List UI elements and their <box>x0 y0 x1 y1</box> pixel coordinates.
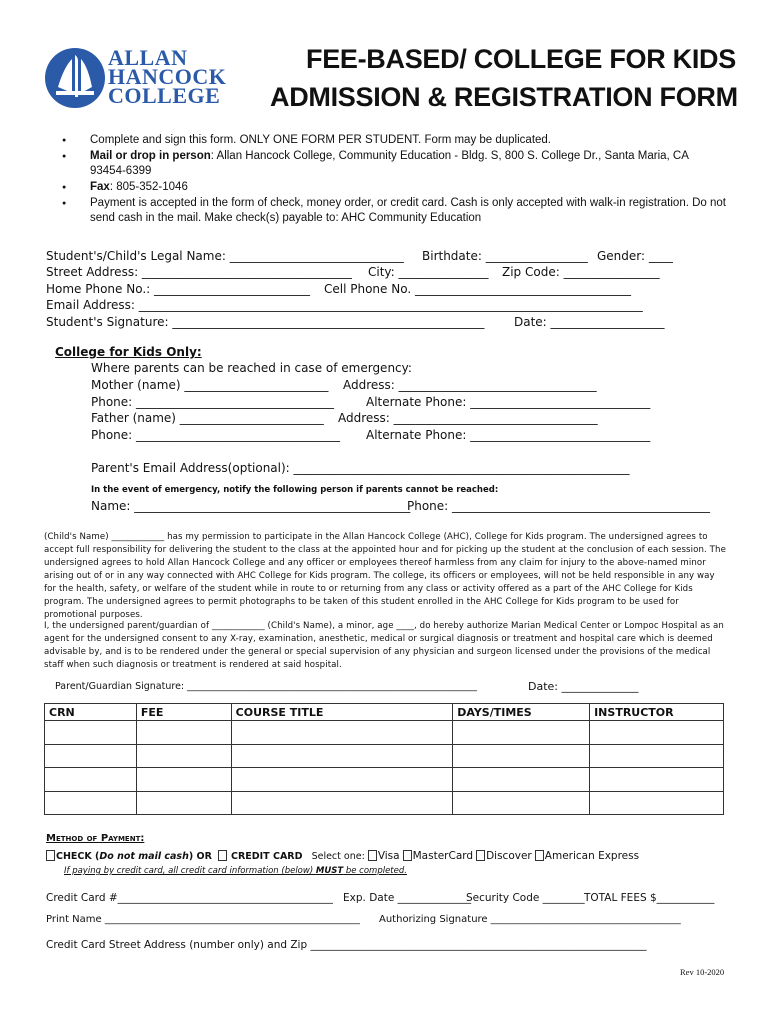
father-name-field[interactable]: Father (name) ________________________ <box>91 411 324 425</box>
instructor-cell[interactable] <box>590 721 724 745</box>
gender-field[interactable]: Gender: ____ <box>597 249 673 263</box>
fee-cell[interactable] <box>136 721 231 745</box>
course-title-cell[interactable] <box>231 721 453 745</box>
medical-consent-text: I, the undersigned parent/guardian of ____________ (Child's Name), a minor, age ____, do hereby authorize Marian Medical Center or Lompoc Hospital as an agent for the undersigned consent to any X-ray, examination, anesthetic, medical or surgical diagnosis or treatment and hospital care which is deemed advisable by, and is to be rendered under the general or special supervision of any physician and surgeon licensed under the provisions of the medical staff when such diagnosis or treatment is rendered at said hospital. <box>44 621 724 670</box>
days-times-cell[interactable] <box>453 744 590 768</box>
amex-checkbox[interactable] <box>535 850 544 861</box>
father-alt-phone-field[interactable]: Alternate Phone: ______________________________ <box>366 428 651 442</box>
email-address-field[interactable]: Email Address: ____________________________________________________________________________________ <box>46 298 643 312</box>
days-times-cell[interactable] <box>453 721 590 745</box>
cell-phone-field[interactable]: Cell Phone No. ____________________________________ <box>324 282 631 296</box>
birthdate-field[interactable]: Birthdate: _________________ <box>422 249 588 263</box>
crn-cell[interactable] <box>45 791 137 815</box>
total-fees-field[interactable]: TOTAL FEES $___________ <box>584 892 715 904</box>
print-name-field[interactable]: Print Name ___________________________________________________ <box>46 914 360 925</box>
college-logo <box>44 47 106 109</box>
parent-email-field[interactable]: Parent's Email Address(optional): ________________________________________________________ <box>91 461 630 475</box>
logo-emblem-icon <box>44 47 106 109</box>
instruction-item: ● Payment is accepted in the form of check, money order, or credit card. Cash is only accepted with walk-in registration. Do not send cash in the mail. Make check(s) payable to: AHC Community Education <box>62 196 727 226</box>
mother-address-field[interactable]: Address: _________________________________ <box>343 378 597 392</box>
form-title-line-1: FEE-BASED/ COLLEGE FOR KIDS <box>306 44 736 74</box>
course-title-cell[interactable] <box>231 768 453 792</box>
select-one-label: Select one: <box>311 851 365 862</box>
discover-checkbox[interactable] <box>476 850 485 861</box>
father-phone-field[interactable]: Phone: __________________________________ <box>91 428 341 442</box>
visa-label: Visa <box>377 850 400 862</box>
mother-name-field[interactable]: Mother (name) ________________________ <box>91 378 329 392</box>
logo-line-3: COLLEGE <box>108 83 221 108</box>
student-date-field[interactable]: Date: ___________________ <box>514 315 665 329</box>
instructor-header: INSTRUCTOR <box>590 704 724 721</box>
mother-phone-field[interactable]: Phone: _________________________________ <box>91 395 335 409</box>
security-code-field[interactable]: Security Code ________ <box>466 892 585 904</box>
payment-method-heading: Method of Payment: <box>46 833 145 844</box>
crn-cell[interactable] <box>45 768 137 792</box>
course-title-header: COURSE TITLE <box>231 704 453 721</box>
payment-options-row <box>46 850 639 862</box>
instructions-list <box>62 133 727 227</box>
college-for-kids-heading: College for Kids Only: <box>55 345 202 359</box>
credit-card-note: If paying by credit card, all credit card information (below) MUST be completed. <box>64 866 407 876</box>
emergency-intro: Where parents can be reached in case of emergency: <box>91 361 412 375</box>
mastercard-checkbox[interactable] <box>403 850 412 861</box>
authorizing-signature-field[interactable]: Authorizing Signature ______________________________________ <box>379 914 681 925</box>
street-address-field[interactable]: Street Address: ___________________________________ <box>46 265 352 279</box>
course-title-cell[interactable] <box>231 791 453 815</box>
fee-cell[interactable] <box>136 744 231 768</box>
check-or: ) OR <box>188 851 212 862</box>
father-address-field[interactable]: Address: __________________________________ <box>338 411 598 425</box>
crn-cell[interactable] <box>45 721 137 745</box>
days-times-cell[interactable] <box>453 791 590 815</box>
days-times-header: DAYS/TIMES <box>453 704 590 721</box>
instruction-item: ● Mail or drop in person: Allan Hancock College, Community Education - Bldg. S, 800 S. College Dr., Santa Maria, CA 93454-6399 <box>62 149 727 179</box>
table-row <box>45 721 724 745</box>
course-table-header <box>45 704 724 721</box>
crn-header: CRN <box>45 704 137 721</box>
check-checkbox[interactable] <box>46 850 55 861</box>
instructor-cell[interactable] <box>590 791 724 815</box>
zip-code-field[interactable]: Zip Code: ________________ <box>502 265 660 279</box>
course-table <box>44 703 724 815</box>
participation-consent-text: (Child's Name) ____________ has my permission to participate in the Allan Hancock College (AHC), College for Kids program. The undersigned agrees to accept full responsibility for delivering the student to the class at the appointed hour and for picking up the student at the conclusion of each session. The undersigned agrees to hold Allan Hancock College and any officer or employees thereof harmless from any claim for injury to the above-named minor arising out of or in any way connected with AHC College for Kids program. The college, its officers or employees, will not be held responsible in any way for the health, safety, or welfare of the student while in route to or returning from any class or activity offered as a part of the AHC College for Kids program. The undersigned agrees to permit photographs to be taken of this student enrolled in the AHC College for Kids program to be used for promotional purposes. <box>44 532 726 620</box>
legal-name-field[interactable]: Student's/Child's Legal Name: _____________________________ <box>46 249 404 263</box>
city-field[interactable]: City: _______________ <box>368 265 489 279</box>
emergency-contact-phone-field[interactable]: Phone: ___________________________________________ <box>407 499 711 513</box>
mastercard-label: MasterCard <box>412 850 474 862</box>
amex-label: American Express <box>544 850 640 862</box>
credit-card-address-field[interactable]: Credit Card Street Address (number only) and Zip ________________________________________________________________ <box>46 939 647 951</box>
days-times-cell[interactable] <box>453 768 590 792</box>
guardian-signature-field[interactable]: Parent/Guardian Signature: _____________________________________________________________ <box>55 681 477 692</box>
instructor-cell[interactable] <box>590 768 724 792</box>
table-row <box>45 768 724 792</box>
home-phone-field[interactable]: Home Phone No.: __________________________ <box>46 282 311 296</box>
instruction-item: ● Complete and sign this form. ONLY ONE FORM PER STUDENT. Form may be duplicated. <box>62 133 727 148</box>
emergency-notify-note: In the event of emergency, notify the following person if parents cannot be reached: <box>91 485 499 495</box>
instructor-cell[interactable] <box>590 744 724 768</box>
fee-cell[interactable] <box>136 768 231 792</box>
visa-checkbox[interactable] <box>368 850 377 861</box>
check-note: Do not mail cash <box>99 851 189 862</box>
guardian-date-field[interactable]: Date: ______________ <box>528 680 639 693</box>
expiration-date-field[interactable]: Exp. Date ______________ <box>343 892 472 904</box>
credit-card-label: CREDIT CARD <box>230 851 303 862</box>
revision-label: Rev 10-2020 <box>680 967 725 977</box>
emergency-contact-name-field[interactable]: Name: ______________________________________________ <box>91 499 411 513</box>
logo-line-1: ALLAN <box>108 45 188 70</box>
check-label: CHECK ( <box>56 851 100 862</box>
logo-line-2: HANCOCK <box>108 64 227 89</box>
credit-card-number-field[interactable]: Credit Card #_________________________________________ <box>46 892 333 904</box>
fee-cell[interactable] <box>136 791 231 815</box>
course-title-cell[interactable] <box>231 744 453 768</box>
fee-header: FEE <box>136 704 231 721</box>
discover-label: Discover <box>486 850 532 862</box>
form-title-line-2: ADMISSION & REGISTRATION FORM <box>270 82 738 112</box>
crn-cell[interactable] <box>45 744 137 768</box>
student-signature-field[interactable]: Student's Signature: ____________________________________________________ <box>46 315 485 329</box>
table-row <box>45 791 724 815</box>
credit-card-checkbox[interactable] <box>218 850 227 861</box>
table-row <box>45 744 724 768</box>
mother-alt-phone-field[interactable]: Alternate Phone: ______________________________ <box>366 395 651 409</box>
instruction-item: ● Fax: 805-352-1046 <box>62 180 727 195</box>
